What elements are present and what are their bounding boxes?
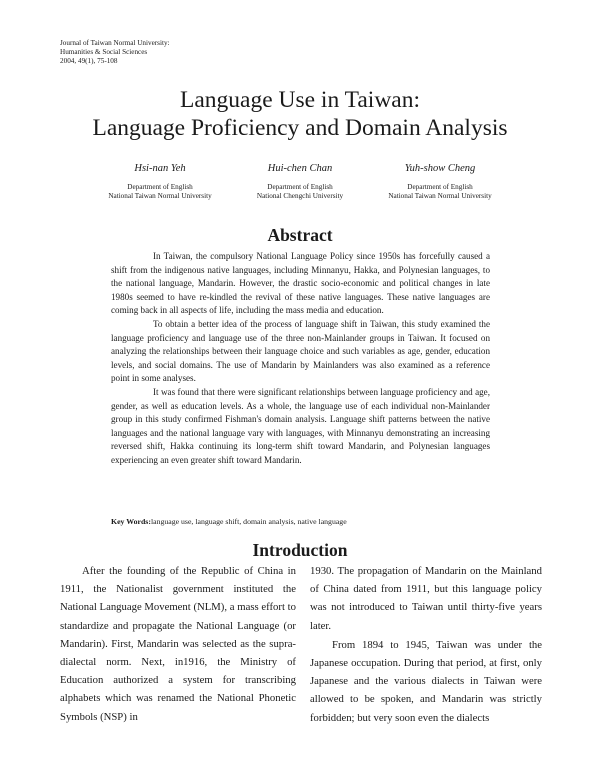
paper-title [0,86,600,142]
author-1 [90,163,230,202]
intro-paragraph: After the founding of the Republic of China in 1911, the Nationalist government instituted the National Language Movement (NLM), a mass effort to standardize and propagate the National Language (or Mandarin). First, Mandarin was selected as the supra-dialectal norm. Next, in1916, the Ministry of Education authorized a system for transcribing alphabets which was renamed the National Phonetic Symbols (NSP) in [60,565,296,723]
abstract-paragraph: It was found that there were significant relationships between language proficiency and age, gender, as well as education levels. As a whole, the language use of each individual non-Mainlander group in this study confirmed Fishman's domain analysis. Language shift patterns between the native languages and the national language vary with languages, with Minnanyu demonstrating an increasing reversed shift, Hakka continuing its long-term shift toward Mandarin, and Polynesian languages experiencing an even greater shift toward Mandarin. [111,386,490,465]
author-department: Department of English [127,183,193,191]
author-2 [230,163,370,202]
intro-column-left [60,562,296,726]
intro-paragraph: From 1894 to 1945, Taiwan was under the Japanese occupation. During that period, at first, only Japanese and the various dialects in Taiwan were allowed to be spoken, and Mandarin was strictly forbidden; but very soon even the dialects [310,638,542,724]
journal-name: Journal of Taiwan Normal University: [60,39,170,47]
author-department: Department of English [407,183,473,191]
author-university: National Chengchi University [256,192,344,201]
author-name: Yuh-show Cheng [404,163,476,174]
journal-section: Humanities & Social Sciences [60,48,148,57]
keywords [111,517,490,526]
author-department: Department of English [267,183,333,191]
author-university: National Taiwan Normal University [108,192,212,201]
abstract-paragraph: To obtain a better idea of the process of language shift in Taiwan, this study examined the language proficiency and language use of the three non-Mainlander groups in Taiwan. It focused on analyzing the relationships between their language choice and such variables as age, gender, education levels, and social domains. The use of Mandarin by Mainlanders was also examined as a reference point in some analyses. [111,318,490,384]
title-line-1: Language Use in Taiwan: [179,87,421,113]
intro-paragraph: 1930. The propagation of Mandarin on the Mainland of China dated from 1911, but this language policy was not introduced to Taiwan until thirty-five years later. [310,565,542,632]
author-university: National Taiwan Normal University [388,192,492,201]
abstract-heading: Abstract [267,225,333,245]
author-name: Hui-chen Chan [267,163,333,174]
journal-info [60,39,170,67]
introduction-heading: Introduction [252,540,348,560]
abstract-body [111,250,490,468]
author-list [90,163,510,202]
author-3 [370,163,510,202]
keywords-label: Key Words: [111,517,151,526]
title-line-2: Language Proficiency and Domain Analysis [92,115,508,141]
journal-citation: 2004, 49(1), 75-108 [60,57,118,66]
intro-column-right [310,562,542,727]
keywords-text: language use, language shift, domain analysis, native language [150,517,347,526]
author-name: Hsi-nan Yeh [134,163,186,174]
abstract-paragraph: In Taiwan, the compulsory National Language Policy since 1950s has forcefully caused a shift from the indigenous native languages, including Minnanyu, Hakka, and Polynesian languages, to the national language, Mandarin. However, the drastic socio-economic and political changes in late 1980s seemed to have re-kindled the revival of these native languages. These native languages are coming back in all aspects of life, including the mass media and education. [111,251,490,316]
